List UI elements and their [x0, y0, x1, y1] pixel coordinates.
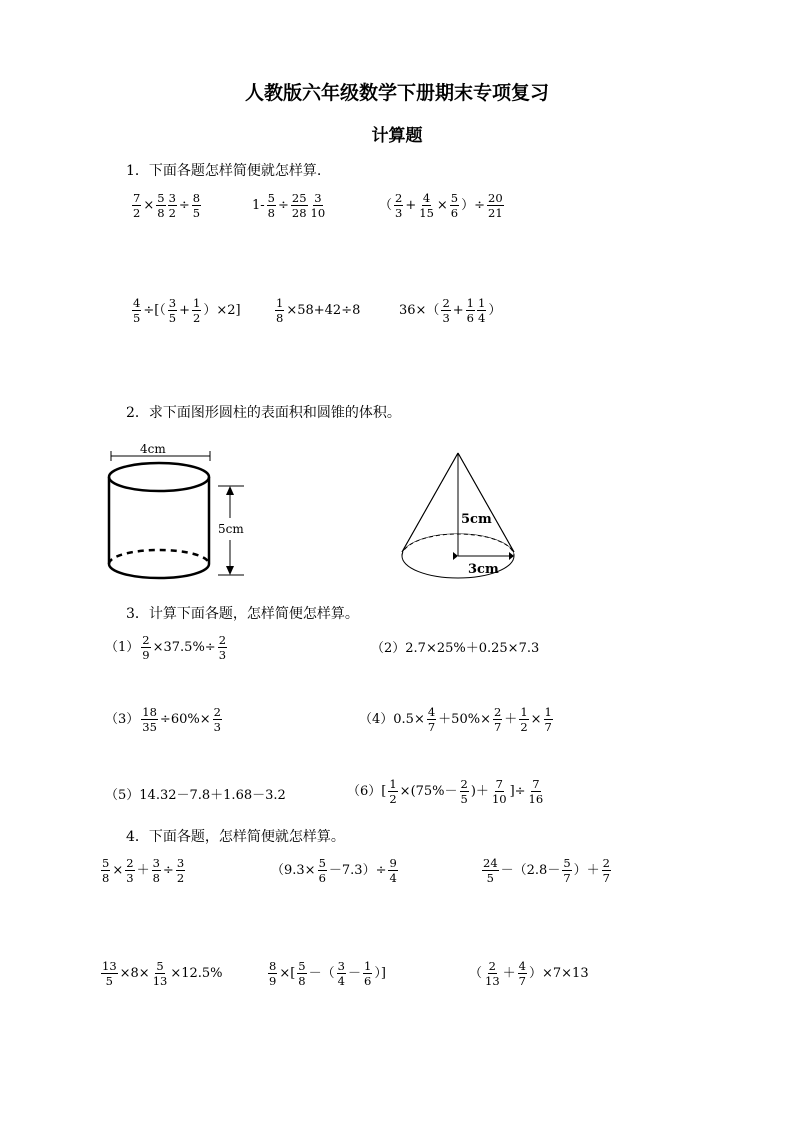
expression-text: （: [379, 198, 393, 214]
expression-text: －7.3）÷: [328, 863, 387, 879]
fraction-numerator: 2: [142, 633, 150, 647]
page-title: 人教版六年级数学下册期末专项复习: [244, 82, 549, 104]
question-1-prompt: 1．下面各题怎样简便就怎样算.: [126, 163, 322, 179]
q4-expression-2: [270, 857, 399, 884]
fraction: [482, 857, 499, 884]
fraction-denominator: 28: [291, 206, 307, 221]
expression-text: （6）[: [347, 784, 387, 800]
fraction-denominator: 2: [193, 311, 201, 326]
fraction-numerator: 5: [318, 856, 326, 870]
fraction-denominator: 5: [486, 871, 494, 886]
fraction: [141, 634, 150, 661]
fraction-denominator: 2: [168, 206, 176, 221]
fraction-numerator: 2: [126, 856, 134, 870]
fraction-denominator: 7: [602, 871, 610, 886]
fraction-numerator: 5: [102, 856, 110, 870]
fraction-numerator: 2: [395, 191, 403, 205]
fraction-denominator: 2: [176, 871, 185, 886]
fraction: [310, 192, 327, 219]
fraction-denominator: 10: [310, 206, 326, 221]
expression-text: （4）0.5×: [359, 712, 425, 728]
fraction: [460, 778, 469, 805]
fraction-numerator: 1: [363, 959, 372, 973]
fraction: [441, 297, 450, 324]
expression-text: +: [452, 303, 464, 319]
fraction-denominator: 3: [395, 206, 403, 221]
fraction-numerator: 3: [168, 296, 177, 310]
fraction: [156, 192, 165, 219]
fraction: [544, 706, 553, 733]
fraction-denominator: 5: [105, 974, 113, 989]
fraction: [141, 706, 158, 733]
fraction-denominator: 6: [318, 871, 326, 886]
q1-expression-6: [398, 297, 502, 324]
cone-figure: [396, 446, 526, 586]
fraction: [132, 297, 141, 324]
fraction-denominator: 16: [528, 792, 544, 807]
fraction-denominator: 3: [213, 720, 221, 735]
fraction: [297, 960, 306, 987]
expression-text: ÷: [162, 863, 174, 879]
fraction-numerator: 2: [442, 296, 450, 310]
expression-text: ＋: [504, 712, 518, 728]
expression-text: ）＋: [573, 863, 600, 879]
fraction-denominator: 6: [363, 974, 372, 989]
expression-text: +: [405, 198, 417, 214]
fraction-numerator: 1: [544, 705, 552, 719]
fraction-denominator: 2: [133, 206, 141, 221]
fraction-denominator: 13: [152, 974, 168, 989]
fraction: [176, 857, 185, 884]
expression-text: －（2.8－: [500, 863, 561, 879]
expression-text: ×37.5%÷: [152, 640, 216, 656]
fraction-numerator: 20: [488, 191, 503, 205]
fraction: [466, 297, 475, 324]
fraction: [493, 706, 502, 733]
expression-text: ×: [436, 198, 448, 214]
fraction-denominator: 4: [389, 871, 397, 886]
q1-expression-1: [131, 192, 202, 219]
fraction-numerator: 8: [192, 191, 201, 205]
fraction-numerator: 3: [337, 959, 345, 973]
fraction: [168, 192, 177, 219]
fraction: [267, 192, 276, 219]
fraction-denominator: 5: [168, 311, 177, 326]
question-2-prompt: 2．求下面图形圆柱的表面积和圆锥的体积。: [126, 405, 401, 421]
expression-text: ÷: [278, 198, 289, 214]
fraction-numerator: 18: [142, 705, 157, 719]
fraction-numerator: 4: [427, 705, 436, 719]
fraction-denominator: 5: [192, 206, 201, 221]
q1-expression-4: [131, 297, 242, 324]
expression-text: ÷: [178, 198, 190, 214]
fraction-numerator: 1: [466, 296, 474, 310]
fraction-numerator: 5: [563, 856, 571, 870]
fraction: [450, 192, 459, 219]
fraction: [275, 297, 284, 324]
fraction-numerator: 8: [269, 959, 277, 973]
q3-expression-3: [104, 706, 223, 733]
fraction-numerator: 5: [450, 191, 459, 205]
fraction-denominator: 6: [466, 311, 474, 326]
fraction-numerator: 4: [518, 959, 526, 973]
fraction-denominator: 5: [133, 311, 141, 326]
expression-text: （1）: [105, 640, 140, 656]
fraction-numerator: 5: [298, 959, 306, 973]
fraction-denominator: 35: [142, 720, 157, 735]
fraction-denominator: 5: [460, 792, 468, 807]
fraction-numerator: 3: [314, 191, 322, 205]
page-subtitle: 计算题: [371, 126, 423, 146]
fraction: [363, 960, 372, 987]
fraction-denominator: 10: [491, 792, 507, 807]
expression-text: ＋: [136, 863, 150, 879]
fraction: [388, 778, 397, 805]
fraction: [291, 192, 308, 219]
expression-text: －: [347, 966, 361, 982]
fraction: [152, 857, 161, 884]
fraction: [168, 297, 177, 324]
q4-expression-1: [100, 857, 186, 884]
fraction-denominator: 3: [126, 871, 134, 886]
fraction: [602, 857, 611, 884]
expression-text: ×58+42÷8: [286, 303, 361, 319]
fraction: [487, 192, 504, 219]
fraction-denominator: 9: [269, 974, 277, 989]
fraction-numerator: 2: [493, 705, 502, 719]
expression-text: ]÷: [509, 784, 526, 800]
fraction-numerator: 24: [483, 856, 498, 870]
question-3-prompt: 3．计算下面各题，怎样简便怎样算。: [126, 606, 359, 622]
expression-text: ×8×: [119, 966, 150, 982]
fraction-denominator: 8: [152, 871, 160, 886]
fraction-denominator: 4: [478, 311, 486, 326]
expression-text: ×12.5%: [170, 966, 223, 982]
fraction-numerator: 3: [168, 191, 176, 205]
fraction-numerator: 13: [102, 959, 117, 973]
fraction-numerator: 4: [422, 191, 431, 205]
fraction-numerator: 2: [602, 856, 610, 870]
fraction-denominator: 15: [419, 206, 434, 221]
expression-text: ×: [530, 712, 542, 728]
fraction-numerator: 1: [276, 296, 284, 310]
fraction-denominator: 8: [267, 206, 275, 221]
fraction: [101, 857, 110, 884]
fraction-numerator: 5: [267, 191, 275, 205]
fraction: [213, 706, 222, 733]
fraction-denominator: 6: [450, 206, 459, 221]
fraction-numerator: 25: [291, 191, 307, 205]
fraction: [268, 960, 277, 987]
expression-text: ×[: [279, 966, 296, 982]
fraction: [152, 960, 169, 987]
fraction-numerator: 2: [460, 777, 468, 791]
cylinder-height-label: 5cm: [218, 522, 244, 536]
fraction-denominator: 2: [389, 792, 397, 807]
expression-text: ×: [143, 198, 155, 214]
expression-text: ）×2]: [203, 303, 241, 319]
fraction-numerator: 3: [152, 856, 160, 870]
expression-text: （9.3×: [271, 863, 316, 879]
expression-text: ）÷: [461, 198, 486, 214]
fraction-denominator: 8: [298, 974, 306, 989]
question-4-prompt: 4．下面各题，怎样简便就怎样算。: [126, 829, 345, 845]
fraction-denominator: 13: [485, 974, 500, 989]
q3-expression-2: [370, 642, 540, 655]
fraction-numerator: 1: [389, 777, 397, 791]
fraction: [132, 192, 141, 219]
fraction: [427, 706, 436, 733]
fraction: [337, 960, 346, 987]
q3-expression-6: [346, 778, 545, 805]
fraction-numerator: 2: [218, 633, 227, 647]
expression-text: ×: [112, 863, 124, 879]
fraction-denominator: 3: [442, 311, 450, 326]
expression-text: －（: [308, 966, 335, 982]
expression-text: )＋: [470, 784, 489, 800]
fraction: [125, 857, 134, 884]
fraction: [491, 778, 508, 805]
fraction-numerator: 1: [520, 705, 528, 719]
expression-text: （3）: [105, 712, 140, 728]
q4-expression-4: [100, 960, 224, 987]
fraction-denominator: 7: [493, 720, 502, 735]
fraction-denominator: 7: [518, 974, 526, 989]
expression-text: ＋50%×: [438, 712, 491, 728]
fraction: [388, 857, 397, 884]
expression-text: （2）2.7×25%＋0.25×7.3: [371, 641, 540, 656]
fraction: [394, 192, 403, 219]
expression-text: （5）14.32－7.8＋1.68－3.2: [105, 788, 286, 803]
expression-text: ）: [488, 303, 502, 319]
fraction-numerator: 2: [488, 959, 496, 973]
expression-text: ）]: [374, 966, 386, 982]
expression-text: ÷60%×: [159, 712, 211, 728]
expression-text: ＋: [502, 966, 516, 982]
q1-expression-5: [274, 297, 361, 324]
fraction: [192, 297, 201, 324]
fraction-denominator: 2: [520, 720, 528, 735]
fraction-denominator: 3: [218, 648, 227, 663]
fraction-denominator: 21: [488, 206, 503, 221]
q1-expression-3: [378, 192, 505, 219]
expression-text: 1-: [252, 198, 265, 214]
expression-text: +: [179, 303, 191, 319]
fraction-denominator: 8: [102, 871, 110, 886]
q3-expression-1: [104, 634, 228, 661]
fraction-numerator: 5: [156, 959, 164, 973]
fraction-denominator: 7: [427, 720, 436, 735]
fraction: [477, 297, 486, 324]
fraction-denominator: 4: [337, 974, 345, 989]
expression-text: ÷[（: [143, 303, 166, 319]
q4-expression-3: [481, 857, 612, 884]
fraction: [519, 706, 528, 733]
fraction-numerator: 3: [176, 856, 185, 870]
fraction-numerator: 4: [133, 296, 141, 310]
cylinder-figure: [96, 436, 256, 582]
fraction-denominator: 7: [563, 871, 571, 886]
fraction-denominator: 8: [157, 206, 165, 221]
fraction: [192, 192, 201, 219]
fraction-denominator: 7: [544, 720, 552, 735]
fraction-numerator: 1: [193, 296, 201, 310]
fraction-denominator: 8: [276, 311, 284, 326]
cylinder-diameter-label: 4cm: [140, 442, 166, 456]
fraction-denominator: 9: [142, 648, 150, 663]
fraction: [101, 960, 118, 987]
fraction: [418, 192, 435, 219]
fraction-numerator: 1: [478, 296, 486, 310]
expression-text: （: [469, 966, 483, 982]
q3-expression-5: [104, 789, 287, 802]
q4-expression-5: [267, 960, 387, 987]
fraction: [218, 634, 227, 661]
fraction: [518, 960, 527, 987]
expression-text: ×(75%－: [399, 784, 458, 800]
fraction: [318, 857, 327, 884]
cone-radius-label: 3cm: [468, 562, 499, 577]
fraction-numerator: 7: [495, 777, 503, 791]
fraction: [562, 857, 571, 884]
fraction: [484, 960, 501, 987]
fraction-numerator: 9: [389, 856, 397, 870]
fraction-numerator: 7: [532, 777, 540, 791]
fraction-numerator: 5: [157, 191, 165, 205]
q3-expression-4: [358, 706, 554, 733]
fraction-numerator: 7: [133, 191, 141, 205]
fraction-numerator: 2: [213, 705, 221, 719]
expression-text: ）×7×13: [529, 966, 589, 982]
expression-text: 36×（: [399, 303, 440, 319]
fraction: [528, 778, 545, 805]
cone-height-label: 5cm: [461, 512, 492, 527]
q4-expression-6: [468, 960, 590, 987]
q1-expression-2: [251, 192, 327, 219]
